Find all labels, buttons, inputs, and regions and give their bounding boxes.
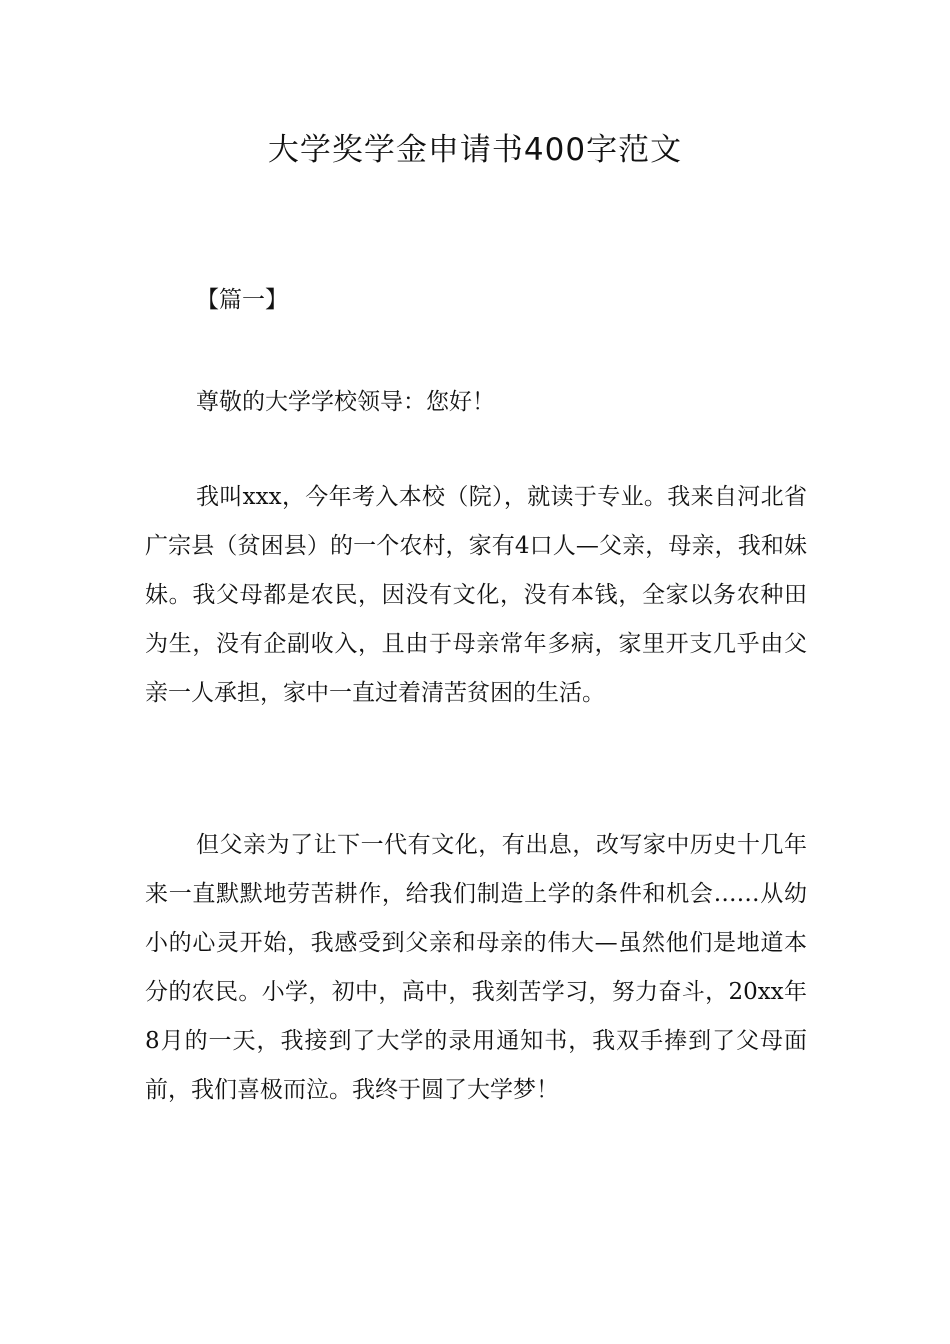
section-label: 【篇一】 bbox=[196, 287, 288, 313]
document-title: 大学奖学金申请书400字范文 bbox=[267, 132, 683, 168]
salutation: 尊敬的大学学校领导：您好！ bbox=[196, 389, 495, 415]
body-paragraph: 我叫xxx，今年考入本校（院），就读于专业。我来自河北省广宗县（贫困县）的一个农村，家有4口人—父亲，母亲，我和妹妹。我父母都是农民，因没有文化，没有本钱，全家以务农种田为生，没有企副收入，且由于母亲常年多病，家里开支几乎由父亲一人承担，家中一直过着清苦贫困的生活。 bbox=[145, 484, 807, 706]
body-paragraph: 但父亲为了让下一代有文化，有出息，改写家中历史十几年来一直默默地劳苦耕作，给我们制造上学的条件和机会……从幼小的心灵开始，我感受到父亲和母亲的伟大—虽然他们是地道本分的农民。小学，初中，高中，我刻苦学习，努力奋斗，20xx年8月的一天，我接到了大学的录用通知书，我双手捧到了父母面前，我们喜极而泣。我终于圆了大学梦！ bbox=[145, 832, 807, 1103]
